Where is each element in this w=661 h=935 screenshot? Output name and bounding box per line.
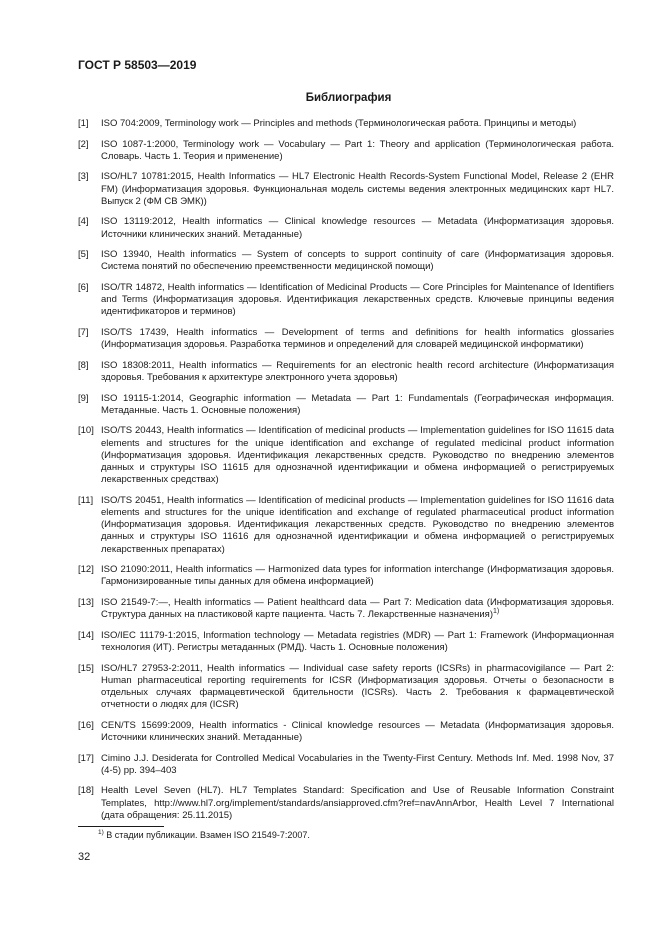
reference-number: [17] [78, 752, 94, 764]
reference-text: ISO 21549-7:—, Health informatics — Patient healthcard data — Part 7: Medication data (Информатизация здоровья. Структура данных на пластиковой карте пациента. Часть 7. Лекарственные назначения) [101, 596, 614, 621]
reference-text: ISO/TR 14872, Health informatics — Identification of Medicinal Products — Core Principles for Maintenance of Identifiers and Terms (Информатизация здоровья. Идентификация лекарственных средств. Ключевые принципы ведения идентификаторов и терминов) [101, 281, 614, 318]
reference-item [78, 564, 614, 588]
reference-item [78, 282, 614, 319]
reference-number: [18] [78, 785, 94, 797]
reference-item [78, 630, 614, 654]
reference-number: [6] [78, 281, 89, 293]
reference-number: [2] [78, 138, 89, 150]
footnote-mark: 1) [98, 829, 104, 836]
reference-number: [12] [78, 564, 94, 576]
reference-number: [5] [78, 249, 89, 261]
reference-item [78, 249, 614, 273]
footnote-reference: 1) [493, 608, 500, 616]
reference-item [78, 753, 614, 777]
reference-text: ISO/HL7 27953-2:2011, Health informatics — Individual case safety reports (ICSRs) in pharmacovigilance — Part 2: Human pharmaceutical reporting requirements for ICSR (Информатизация здоровья. Отчеты о безопасности в отдельных случаях фармацевтической бдительности (ICSRs). Часть 2. Требования к фармацевтической отчетности о людях для (ICSR) [101, 662, 614, 711]
reference-number: [10] [78, 425, 94, 437]
footnote [98, 830, 310, 840]
reference-text: ISO/TS 17439, Health informatics — Development of terms and definitions for health informatics glossaries (Информатизация здоровья. Разработка терминов и определений для словарей медицинской информатики) [101, 326, 614, 351]
reference-item [78, 393, 614, 417]
reference-text: ISO 18308:2011, Health informatics — Requirements for an electronic health record architecture (Информатизация здоровья. Требования к архитектуре электронного учета здоровья) [101, 359, 614, 383]
reference-item [78, 425, 614, 486]
reference-number: [16] [78, 719, 94, 731]
standard-designation: ГОСТ Р 58503—2019 [78, 58, 197, 72]
reference-list [78, 118, 614, 830]
reference-item [78, 720, 614, 744]
reference-item [78, 663, 614, 712]
reference-text: ISO/HL7 10781:2015, Health Informatics — HL7 Electronic Health Records-System Functional Model, Release 2 (EHR FM) (Информатизация здоровья. Функциональная модель системы ведения электронных медицинских карт HL7. Выпуск 2 (ФМ СВ ЭМК)) [101, 171, 614, 207]
reference-number: [11] [78, 494, 94, 506]
reference-item [78, 139, 614, 163]
reference-number: [7] [78, 326, 89, 338]
reference-number: [4] [78, 216, 89, 228]
reference-number: [8] [78, 359, 89, 371]
reference-text: ISO 13119:2012, Health informatics — Clinical knowledge resources — Metadata (Информатизация здоровья. Источники клинических знаний. Метаданные) [101, 216, 614, 240]
reference-item [78, 785, 614, 822]
reference-text: ISO 704:2009, Terminology work — Principles and methods (Терминологическая работа. Принципы и методы) [101, 118, 577, 129]
reference-text: ISO 1087-1:2000, Terminology work — Vocabulary — Part 1: Theory and application (Терминологическая работа. Словарь. Часть 1. Теория и применение) [101, 138, 614, 162]
reference-item [78, 171, 614, 208]
reference-number: [1] [78, 118, 89, 129]
reference-text: ISO/TS 20443, Health informatics — Identification of medicinal products — Implementation guidelines for ISO 11615 data elements and structures for the unique identification and exchange of regulated medicinal product information (Информатизация здоровья. Идентификация лекарственных средств. Руководство по внедрению элементов данных и структуры ISO 11615 для однозначной идентификации и обмена информацией о регистрируемых лекарственных средствах) [101, 425, 614, 486]
reference-text: ISO 19115-1:2014, Geographic information — Metadata — Part 1: Fundamentals (Географическая информация. Метаданные. Часть 1. Основные положения) [101, 392, 614, 416]
reference-item [78, 360, 614, 384]
reference-text: Health Level Seven (HL7). HL7 Templates Standard: Specification and Use of Reusable Information Constraint Templates, http://www.hl7.org/implement/standards/ansiapproved.cfm?ref=navAnnArbor, Health Level 7 International (дата обращения: 25.11.2015) [101, 785, 614, 821]
reference-item [78, 597, 614, 621]
footnote-text: В стадии публикации. Взамен ISO 21549-7:2007. [106, 830, 310, 840]
reference-text: ISO/IEC 11179-1:2015, Information technology — Metadata registries (MDR) — Part 1: Framework (Информационная технология (ИТ). Регистры метаданных (РМД). Часть 1. Основные положения) [101, 629, 614, 653]
bibliography-title: Библиография [305, 92, 392, 104]
reference-item [78, 495, 614, 556]
reference-number: [15] [78, 662, 94, 674]
reference-text: Cimino J.J. Desiderata for Controlled Medical Vocabularies in the Twenty-First Century. Methods Inf. Med. 1998 Nov, 37 (4-5) pp. 394–403 [101, 752, 614, 776]
reference-text: ISO 13940, Health informatics — System of concepts to support continuity of care (Информатизация здоровья. Система понятий по обеспечению преемственности медицинской помощи) [101, 249, 614, 273]
reference-number: [9] [78, 392, 89, 404]
reference-text: ISO 21090:2011, Health informatics — Harmonized data types for information interchange (Информатизация здоровья. Гармонизированные типы данных для обмена информацией) [101, 564, 614, 588]
reference-text: CEN/TS 15699:2009, Health informatics - Clinical knowledge resources — Metadata (Информатизация здоровья. Источники клинических знаний. Метаданные) [101, 719, 614, 743]
reference-item [78, 216, 614, 240]
page-number: 32 [78, 851, 91, 863]
reference-number: [14] [78, 629, 94, 641]
reference-item [78, 327, 614, 351]
reference-text: ISO/TS 20451, Health informatics — Identification of medicinal products — Implementation guidelines for ISO 11616 data elements and structures for the unique identification and exchange of regulated pharmaceutical product information (Информатизация здоровья. Идентификация лекарственных средств. Руководство по внедрению элементов данных и структуры ISO 11616 для однозначной идентификации и обмена информацией о регистрируемых лекарственных препаратах) [101, 494, 614, 555]
reference-number: [3] [78, 171, 89, 183]
reference-item [78, 118, 614, 130]
reference-number: [13] [78, 596, 94, 608]
footnote-separator [78, 826, 164, 827]
